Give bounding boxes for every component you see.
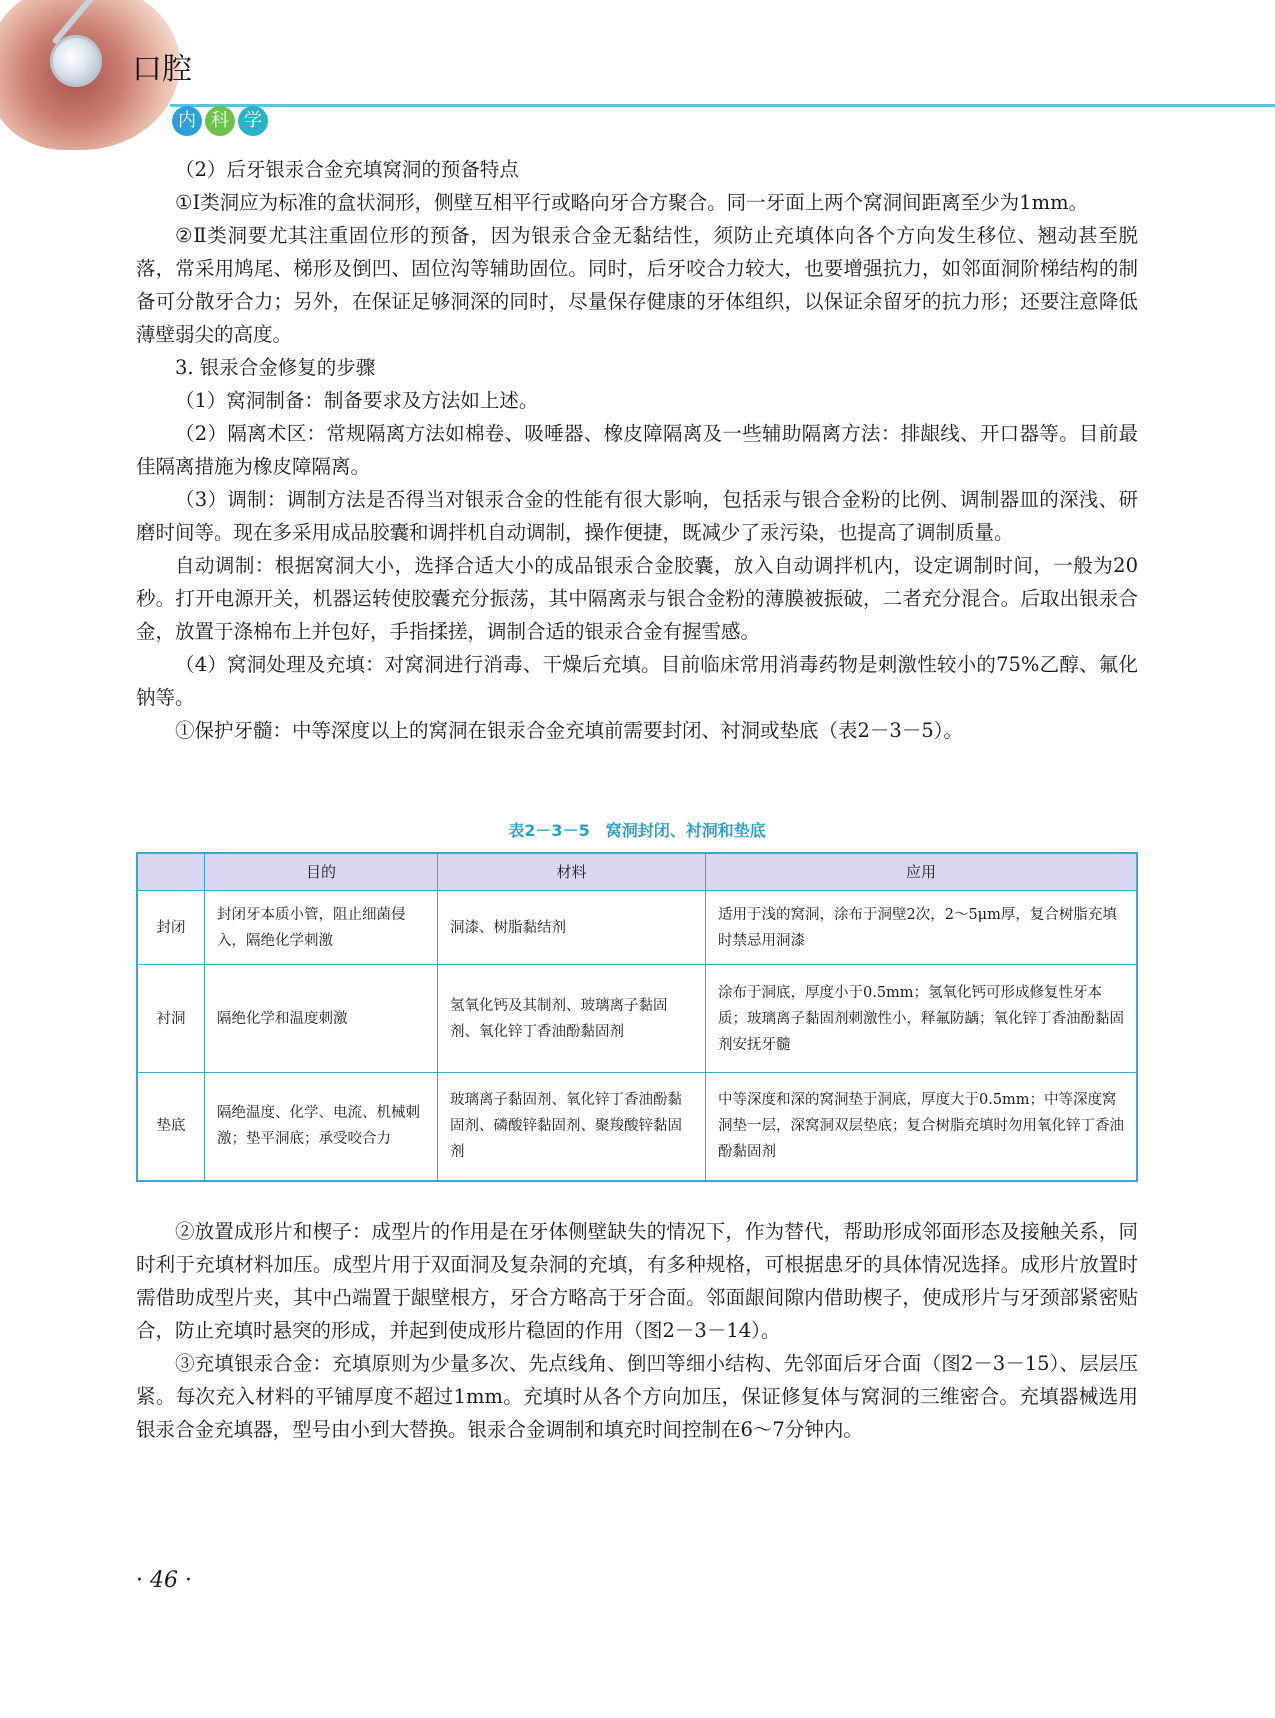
paragraph: ③充填银汞合金：充填原则为少量多次、先点线角、倒凹等细小结构、先邻面后牙合面（图2－3－15）、层层压紧。每次充入材料的平铺厚度不超过1mm。充填时从各个方向加压，保证修复体与窝洞的三维密合。充填器械选用银汞合金充填器，型号由小到大替换。银汞合金调制和填充时间控制在6～7分钟内。 (136, 1352, 1138, 1441)
subtitle-char-2: 科 (205, 106, 235, 136)
table-header-application: 应用 (706, 853, 1138, 891)
table-header-material: 材料 (438, 853, 706, 891)
table-header-blank (137, 853, 205, 891)
paragraph: ②放置成形片和楔子：成型片的作用是在牙体侧壁缺失的情况下，作为替代，帮助形成邻面形态及接触关系，同时利于充填材料加压。成型片用于双面洞及复杂洞的充填，有多种规格，可根据患牙的具体情况选择。成形片放置时需借助成型片夹，其中凸端置于龈壁根方，牙合方略高于牙合面。邻面龈间隙内借助楔子，使成形片与牙颈部紧密贴合，防止充填时悬突的形成，并起到使成形片稳固的作用（图2－3－14）。 (136, 1220, 1138, 1342)
paragraph: ①保护牙髓：中等深度以上的窝洞在银汞合金充填前需要封闭、衬洞或垫底（表2－3－5）。 (175, 719, 963, 742)
cell-application: 适用于浅的窝洞，涂布于洞壁2次，2～5μm厚，复合树脂充填时禁忌用洞漆 (706, 891, 1138, 965)
data-table (136, 852, 1138, 1182)
page-number: · 46 · (136, 1568, 192, 1593)
subtitle-char-3: 学 (238, 106, 268, 136)
cell-material: 玻璃离子黏固剂、氧化锌丁香油酚黏固剂、磷酸锌黏固剂、聚羧酸锌黏固剂 (438, 1073, 706, 1181)
cell-purpose: 隔绝温度、化学、电流、机械刺激；垫平洞底；承受咬合力 (205, 1073, 438, 1181)
table-row (137, 965, 1137, 1073)
cell-application: 中等深度和深的窝洞垫于洞底，厚度大于0.5mm；中等深度窝洞垫一层，深窝洞双层垫底；复合树脂充填时勿用氧化锌丁香油酚黏固剂 (706, 1073, 1138, 1181)
paragraph: 自动调制：根据窝洞大小，选择合适大小的成品银汞合金胶囊，放入自动调拌机内，设定调制时间，一般为20秒。打开电源开关，机器运转使胶囊充分振荡，其中隔离汞与银合金粉的薄膜被振破，二者充分混合。后取出银汞合金，放置于涤棉布上并包好，手指揉搓，调制合适的银汞合金有握雪感。 (136, 554, 1138, 643)
main-text-continued (136, 1215, 1138, 1446)
table-title: 表2－3－5 窝洞封闭、衬洞和垫底 (508, 821, 766, 840)
row-label: 衬洞 (137, 965, 205, 1073)
table-row (137, 1073, 1137, 1181)
cell-material: 洞漆、树脂黏结剂 (438, 891, 706, 965)
paragraph: ①Ⅰ类洞应为标准的盒状洞形，侧壁互相平行或略向牙合方聚合。同一牙面上两个窝洞间距离至少为1mm。 (175, 191, 1089, 214)
paragraph: ②Ⅱ类洞要尤其注重固位形的预备，因为银汞合金无黏结性，须防止充填体向各个方向发生移位、翘动甚至脱落，常采用鸠尾、梯形及倒凹、固位沟等辅助固位。同时，后牙咬合力较大，也要增强抗力，如邻面洞阶梯结构的制备可分散牙合力；另外，在保证足够洞深的同时，尽量保存健康的牙体组织，以保证余留牙的抗力形；还要注意降低薄壁弱尖的高度。 (136, 224, 1138, 346)
cell-material: 氢氧化钙及其制剂、玻璃离子黏固剂、氧化锌丁香油酚黏固剂 (438, 965, 706, 1073)
main-text (136, 153, 1138, 747)
dental-mirror-icon (50, 35, 102, 87)
table-header-row (137, 853, 1137, 891)
book-title-text: 口腔 (132, 52, 192, 87)
row-label: 垫底 (137, 1073, 205, 1181)
table-row (137, 891, 1137, 965)
book-title (132, 44, 192, 88)
book-subtitle (172, 106, 268, 136)
paragraph: （1）窝洞制备：制备要求及方法如上述。 (175, 389, 539, 412)
subtitle-char-1: 内 (172, 106, 202, 136)
paragraph: （2）隔离术区：常规隔离方法如棉卷、吸唾器、橡皮障隔离及一些辅助隔离方法：排龈线、开口器等。目前最佳隔离措施为橡皮障隔离。 (136, 422, 1138, 478)
row-label: 封闭 (137, 891, 205, 965)
cell-purpose: 封闭牙本质小管，阻止细菌侵入，隔绝化学刺激 (205, 891, 438, 965)
paragraph: （4）窝洞处理及充填：对窝洞进行消毒、干燥后充填。目前临床常用消毒药物是刺激性较小的75%乙醇、氟化钠等。 (136, 653, 1138, 709)
cell-application: 涂布于洞底，厚度小于0.5mm；氢氧化钙可形成修复性牙本质；玻璃离子黏固剂刺激性小，释氟防龋；氧化锌丁香油酚黏固剂安抚牙髓 (706, 965, 1138, 1073)
section-heading: 3. 银汞合金修复的步骤 (175, 356, 376, 379)
header-rule (170, 104, 1275, 107)
paragraph: （2）后牙银汞合金充填窝洞的预备特点 (175, 158, 519, 181)
page-header (0, 0, 1275, 150)
table-header-purpose: 目的 (205, 853, 438, 891)
cell-purpose: 隔绝化学和温度刺激 (205, 965, 438, 1073)
paragraph: （3）调制：调制方法是否得当对银汞合金的性能有很大影响，包括汞与银合金粉的比例、调制器皿的深浅、研磨时间等。现在多采用成品胶囊和调拌机自动调制，操作便捷，既减少了汞污染，也提高了调制质量。 (136, 488, 1138, 544)
